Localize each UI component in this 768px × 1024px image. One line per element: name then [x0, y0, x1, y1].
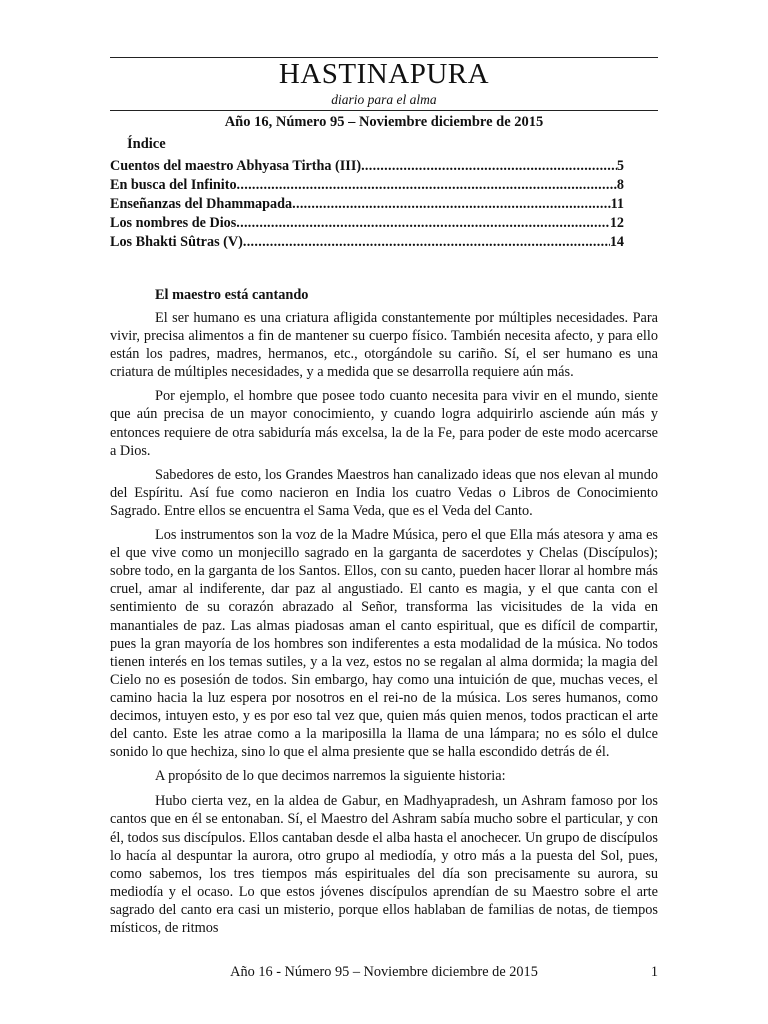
- toc-leader-dots: [237, 176, 617, 195]
- masthead-title: HASTINAPURA: [278, 58, 490, 90]
- toc-leader-dots: [361, 157, 617, 176]
- masthead-bottom-rule: [110, 110, 658, 111]
- document-page: [110, 0, 658, 1024]
- article-paragraph: Hubo cierta vez, en la aldea de Gabur, en Madhyapradesh, un Ashram famoso por los cantos que en él se entonaban. Sí, el Maestro del Ashram sabía mucho sobre el particular, y con él, todos sus discípulos. Ellos cantaban desde el alba hasta el anochecer. Un grupo de discípulos lo hacía al despuntar la aurora, otro grupo al mediodía, y otro más a la puesta del Sol, pues, como sabemos, los tres tiempos más espirituales del día son precisamente su aurora, su mediodía y el ocaso. Lo que estos jóvenes discípulos aprendían de su Maestro sobre el arte sagrado del canto era casi un misterio, porque ellos hablaban de familias de notas, de tiempos místicos, de ritmos: [110, 793, 658, 936]
- article-paragraph: Por ejemplo, el hombre que posee todo cuanto necesita para vivir en el mundo, siente que aún precisa de un mayor conocimiento, y cuando logra adquirirlo asciende aún más y entonces requiere de otra sabiduría más excelsa, la de la Fe, para poder de este modo acercarse a Dios.: [110, 388, 658, 459]
- issue-line: Año 16, Número 95 – Noviembre diciembre de 2015: [224, 114, 544, 130]
- toc-entry-title: Los nombres de Dios: [110, 215, 237, 231]
- toc-entry-page: 11: [610, 196, 624, 212]
- toc-entry[interactable]: [110, 157, 624, 176]
- footer-issue: Año 16 - Número 95 – Noviembre diciembre de 2015: [230, 964, 538, 980]
- page-number: 1: [650, 964, 658, 980]
- article: [110, 286, 658, 943]
- toc-entry-page: 5: [616, 158, 624, 174]
- toc-entry-title: Enseñanzas del Dhammapada: [110, 196, 293, 212]
- toc-entry[interactable]: [110, 214, 624, 233]
- toc-entry-page: 14: [609, 234, 624, 250]
- toc-leader-dots: [292, 195, 610, 214]
- toc-entry-page: 12: [609, 215, 624, 231]
- toc-entry-page: 8: [616, 177, 624, 193]
- toc-entry-title: En busca del Infinito: [110, 177, 237, 193]
- toc-leader-dots: [236, 214, 610, 233]
- toc-entry-title: Los Bhakti Sûtras (V): [110, 234, 243, 250]
- article-paragraph: Sabedores de esto, los Grandes Maestros han canalizado ideas que nos elevan al mundo del Espíritu. Así fue como nacieron en India los cuatro Vedas o Libros de Conocimiento Sagrado. Entre ellos se encuentra el Sama Veda, que es el Veda del Canto.: [110, 466, 658, 519]
- article-title: El maestro está cantando: [155, 287, 309, 303]
- toc-entry-title: Cuentos del maestro Abhyasa Tirtha (III): [110, 158, 362, 174]
- toc-entry[interactable]: [110, 233, 624, 252]
- table-of-contents: [110, 157, 624, 252]
- article-paragraph: A propósito de lo que decimos narremos la siguiente historia:: [155, 768, 506, 785]
- article-paragraph: Los instrumentos son la voz de la Madre Música, pero el que Ella más atesora y ama es el que vive como un monjecillo sagrado en la garganta de sacerdotes y Chelas (Discípulos); sobre todo, en la garganta de los Santos. Ellos, con su canto, pueden hacer llorar al hombre más cruel, amar al indiferente, dar paz al angustiado. El canto es magia, y el que canta con el sentimiento de su corazón abrazado al Señor, transforma las vicisitudes de la vida en manantiales de paz. Las almas piadosas aman el canto espiritual, que es difícil de compartir, pues la gran mayoría de los hombres son indiferentes a esta modalidad de la música. No todos tienen interés en los temas sutiles, y a la vez, estos no se regalan al alma dormida; la magia del Cielo no es posesión de todos. Sin embargo, hay como una intuición de que, muchas veces, el camino hacia la luz espera por nosotros en el rei-no de la música. Los seres humanos, como decimos, intuyen esto, y es por eso tal vez que, quien más quien menos, todos practican el arte del canto. Este les atrae como a la mariposilla la llama de una lámpara; no es sólo el dulce sonido lo que hechiza, sino lo que el alma presiente que se halla escondido detrás de él.: [110, 527, 658, 761]
- masthead-subtitle: diario para el alma: [331, 92, 437, 107]
- toc-leader-dots: [243, 233, 610, 252]
- toc-entry[interactable]: [110, 176, 624, 195]
- article-paragraph: El ser humano es una criatura afligida constantemente por múltiples necesidades. Para vivir, precisa alimentos a fin de mantener su cuerpo físico. También necesita afecto, y para ello están los padres, madres, hermanos, etc., otorgándole su cariño. Sí, el ser humano es una criatura de múltiples necesidades, y a medida que se desarrolla requiere aún más.: [110, 310, 658, 381]
- index-heading: Índice: [127, 136, 166, 152]
- page-footer: [110, 963, 658, 983]
- toc-entry[interactable]: [110, 195, 624, 214]
